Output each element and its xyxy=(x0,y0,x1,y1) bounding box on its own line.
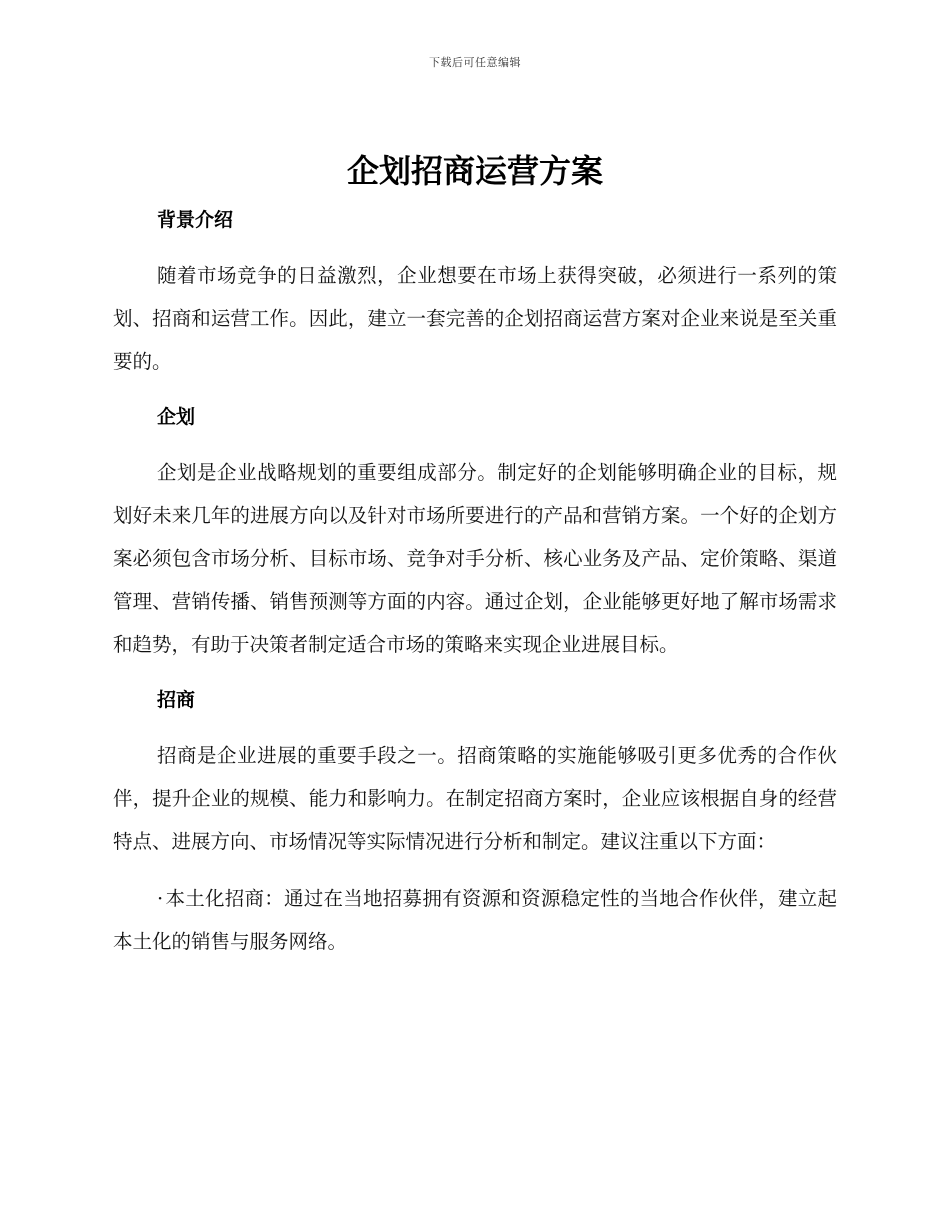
page-header-note: 下载后可任意编辑 xyxy=(429,56,521,69)
paragraph-background: 随着市场竞争的日益激烈，企业想要在市场上获得突破，必须进行一系列的策划、招商和运营工作。因此，建立一套完善的企划招商运营方案对企业来说是至关重要的。 xyxy=(113,264,837,373)
section-heading-planning: 企划 xyxy=(157,406,196,428)
bullet-item-localization xyxy=(113,877,837,963)
document-body xyxy=(113,200,837,963)
bullet-marker: · xyxy=(157,887,164,910)
paragraph-planning: 企划是企业战略规划的重要组成部分。制定好的企划能够明确企业的目标，规划好未来几年的进展方向以及针对市场所要进行的产品和营销方案。一个好的企划方案必须包含市场分析、目标市场、竞争对手分析、核心业务及产品、定价策略、渠道管理、营销传播、销售预测等方面的内容。通过企划，企业能够更好地了解市场需求和趋势，有助于决策者制定适合市场的策略来实现企业进展目标。 xyxy=(113,461,837,656)
bullet-text: 本土化招商：通过在当地招募拥有资源和资源稳定性的当地合作伙伴，建立起本土化的销售与服务网络。 xyxy=(113,887,837,953)
paragraph-investment: 招商是企业进展的重要手段之一。招商策略的实施能够吸引更多优秀的合作伙伴，提升企业的规模、能力和影响力。在制定招商方案时，企业应该根据自身的经营特点、进展方向、市场情况等实际情况进行分析和制定。建议注重以下方面： xyxy=(113,744,837,853)
section-heading-investment: 招商 xyxy=(157,689,196,711)
document-title: 企划招商运营方案 xyxy=(346,152,603,190)
section-heading-background: 背景介绍 xyxy=(157,209,234,231)
